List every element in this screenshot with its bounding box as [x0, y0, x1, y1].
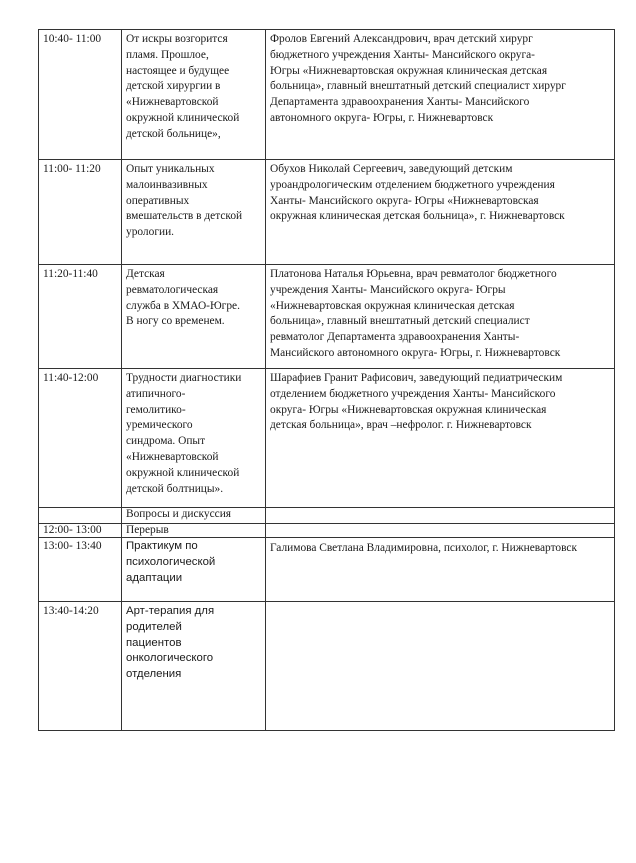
discussion-cell: Вопросы и дискуссия — [122, 508, 266, 524]
table-row — [39, 524, 615, 538]
table-row — [39, 508, 615, 524]
speaker-cell: Галимова Светлана Владимировна, психолог, г. Нижневартовск — [266, 538, 615, 602]
table-row — [39, 30, 615, 160]
topic-cell: От искры возгорится пламя. Прошлое, настоящее и будущее детской хирургии в «Нижневартовской окружной клинической детской больнице», — [122, 30, 266, 160]
speaker-cell: Обухов Николай Сергеевич, заведующий детским уроандрологическим отделением бюджетного учреждения Ханты- Мансийского округа- Югры «Нижневартовская окружная клиническая детская больница», г. Нижневартовск — [266, 160, 615, 265]
table-row — [39, 538, 615, 602]
table-row — [39, 369, 615, 508]
table-row — [39, 602, 615, 731]
speaker-cell — [266, 602, 615, 731]
speaker-cell: Шарафиев Гранит Рафисович, заведующий педиатрическим отделением бюджетного учреждения Ханты- Мансийского округа- Югры «Нижневартовская окружная клиническая детская больница», врач –нефролог. г. Нижневартовск — [266, 369, 615, 508]
speaker-cell — [266, 524, 615, 538]
speaker-cell: Платонова Наталья Юрьевна, врач ревматолог бюджетного учреждения Ханты- Мансийского округа- Югры «Нижневартовская окружная клиническая детская больница», главный внештатный детский специалист ревматолог Департамента здравоохранения Ханты- Мансийского автономного округа- Югры, г. Нижневартовск — [266, 265, 615, 369]
speaker-cell — [266, 508, 615, 524]
topic-cell: Опыт уникальных малоинвазивных оперативных вмешательств в детской урологии. — [122, 160, 266, 265]
speaker-cell: Фролов Евгений Александрович, врач детский хирург бюджетного учреждения Ханты- Мансийского округа- Югры «Нижневартовская окружная клиническая детская больница», главный внештатный детский специалист хирург Департамента здравоохранения Ханты- Мансийского автономного округа- Югры, г. Нижневартовск — [266, 30, 615, 160]
schedule-table — [38, 29, 615, 731]
time-cell: 12:00- 13:00 — [39, 524, 122, 538]
time-cell: 11:20-11:40 — [39, 265, 122, 369]
topic-cell: Детская ревматологическая служба в ХМАО-Югре. В ногу со временем. — [122, 265, 266, 369]
time-cell: 11:00- 11:20 — [39, 160, 122, 265]
time-cell: 13:40-14:20 — [39, 602, 122, 731]
table-row — [39, 265, 615, 369]
time-cell: 13:00- 13:40 — [39, 538, 122, 602]
topic-cell: Практикум по психологической адаптации — [122, 538, 266, 602]
topic-cell: Арт-терапия для родителей пациентов онкологического отделения — [122, 602, 266, 731]
time-cell: 11:40-12:00 — [39, 369, 122, 508]
topic-cell: Трудности диагностики атипичного- гемолитико- уремического синдрома. Опыт «Нижневартовской окружной клинической детской болтницы». — [122, 369, 266, 508]
table-row — [39, 160, 615, 265]
time-cell — [39, 508, 122, 524]
time-cell: 10:40- 11:00 — [39, 30, 122, 160]
break-cell: Перерыв — [122, 524, 266, 538]
